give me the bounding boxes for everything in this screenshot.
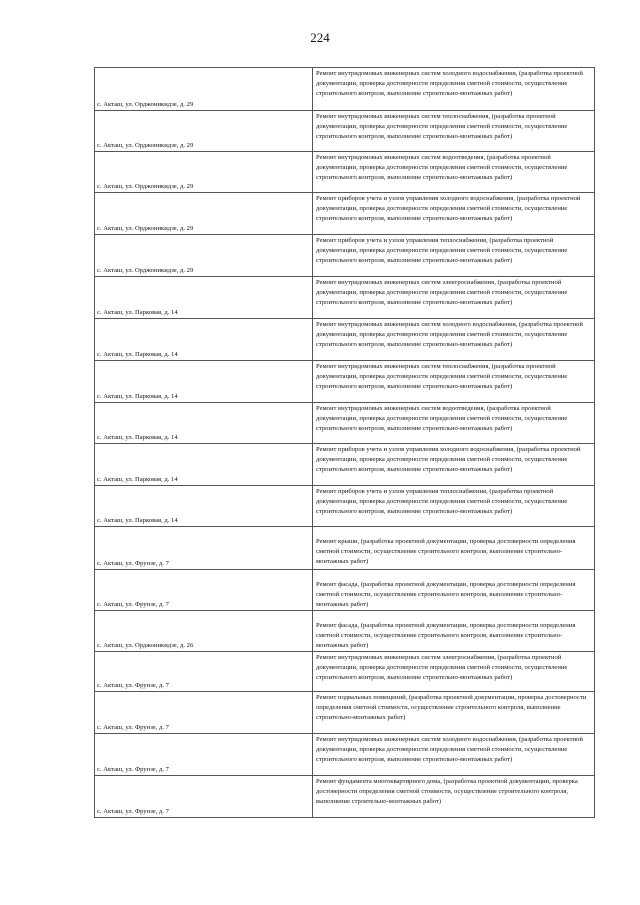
work-description-cell: Ремонт приборов учета и узлов управления теплоснабжения, (разработка проектной документации, проверка достоверности определения сметной стоимости, осуществление строительного контроля, выполнение строительно-монтажных работ) <box>313 486 595 526</box>
table-row <box>95 361 595 403</box>
address-cell: с. Акташ, ул. Фрунзе, д. 7 <box>95 692 313 733</box>
table-row <box>95 193 595 235</box>
address-cell: с. Акташ, ул. Парковая, д. 14 <box>95 444 313 485</box>
address-cell: с. Акташ, ул. Фрунзе, д. 7 <box>95 776 313 817</box>
work-description-cell: Ремонт внутридомовых инженерных систем водоотведения, (разработка проектной документации, проверка достоверности определения сметной стоимости, осуществление строительного контроля, выполнение строительно-монтажных работ) <box>313 152 595 192</box>
work-description-cell: Ремонт внутридомовых инженерных систем холодного водоснабжения, (разработка проектной документации, проверка достоверности определения сметной стоимости, осуществление строительного контроля, выполнение строительно-монтажных работ) <box>313 734 595 775</box>
work-description-cell: Ремонт крыши, (разработка проектной документации, проверка достоверности определения сметной стоимости, осуществление строительного контроля, выполнение строительно-монтажных работ) <box>313 527 595 569</box>
page-number: 224 <box>310 30 330 45</box>
table-row <box>95 403 595 444</box>
work-description-cell: Ремонт фасада, (разработка проектной документации, проверка достоверности определения сметной стоимости, осуществление строительного контроля, выполнение строительно-монтажных работ) <box>313 611 595 651</box>
work-description-cell: Ремонт внутридомовых инженерных систем холодного водоснабжения, (разработка проектной документации, проверка достоверности определения сметной стоимости, осуществление строительного контроля, выполнение строительно-монтажных работ) <box>313 68 595 110</box>
work-description-cell: Ремонт приборов учета и узлов управления холодного водоснабжения, (разработка проектной документации, проверка достоверности определения сметной стоимости, осуществление строительного контроля, выполнение строительно-монтажных работ) <box>313 193 595 234</box>
work-description-cell: Ремонт приборов учета и узлов управления теплоснабжения, (разработка проектной документации, проверка достоверности определения сметной стоимости, осуществление строительного контроля, выполнение строительно-монтажных работ) <box>313 235 595 276</box>
table-row <box>95 692 595 734</box>
address-cell: с. Акташ, ул. Фрунзе, д. 7 <box>95 734 313 775</box>
address-cell: с. Акташ, ул. Орджоникидзе, д. 29 <box>95 68 313 110</box>
address-cell: с. Акташ, ул. Парковая, д. 14 <box>95 319 313 360</box>
work-description-cell: Ремонт приборов учета и узлов управления холодного водоснабжения, (разработка проектной документации, проверка достоверности определения сметной стоимости, осуществление строительного контроля, выполнение строительно-монтажных работ) <box>313 444 595 485</box>
address-cell: с. Акташ, ул. Фрунзе, д. 7 <box>95 570 313 610</box>
work-description-cell: Ремонт внутридомовых инженерных систем теплоснабжения, (разработка проектной документации, проверка достоверности определения сметной стоимости, осуществление строительного контроля, выполнение строительно-монтажных работ) <box>313 111 595 151</box>
table-row <box>95 152 595 193</box>
address-cell: с. Акташ, ул. Парковая, д. 14 <box>95 277 313 318</box>
table-row <box>95 68 595 111</box>
table-row <box>95 570 595 611</box>
table-row <box>95 111 595 152</box>
table-row <box>95 277 595 319</box>
address-cell: с. Акташ, ул. Орджоникидзе, д. 29 <box>95 111 313 151</box>
table-row <box>95 235 595 277</box>
table-row <box>95 734 595 776</box>
work-description-cell: Ремонт внутридомовых инженерных систем холодного водоснабжения, (разработка проектной документации, проверка достоверности определения сметной стоимости, осуществление строительного контроля, выполнение строительно-монтажных работ) <box>313 319 595 360</box>
table-row <box>95 527 595 570</box>
work-description-cell: Ремонт подвальных помещений, (разработка проектной документации, проверка достоверности определения сметной стоимости, осуществление строительного контроля, выполнение строительно-монтажных работ) <box>313 692 595 733</box>
table-row <box>95 611 595 652</box>
work-description-cell: Ремонт внутридомовых инженерных систем электроснабжения, (разработка проектной документации, проверка достоверности определения сметной стоимости, осуществление строительного контроля, выполнение строительно-монтажных работ) <box>313 652 595 691</box>
table-row <box>95 444 595 486</box>
address-cell: с. Акташ, ул. Орджоникидзе, д. 29 <box>95 152 313 192</box>
address-cell: с. Акташ, ул. Фрунзе, д. 7 <box>95 652 313 691</box>
address-cell: с. Акташ, ул. Орджоникидзе, д. 26 <box>95 611 313 651</box>
address-cell: с. Акташ, ул. Парковая, д. 14 <box>95 486 313 526</box>
works-table <box>94 67 595 818</box>
address-cell: с. Акташ, ул. Фрунзе, д. 7 <box>95 527 313 569</box>
work-description-cell: Ремонт фундамента многоквартирного дома, (разработка проектной документации, проверка достоверности определения сметной стоимости, осуществление строительного контроля, выполнение строительно-монтажных работ) <box>313 776 595 817</box>
table-row <box>95 486 595 527</box>
work-description-cell: Ремонт внутридомовых инженерных систем теплоснабжения, (разработка проектной документации, проверка достоверности определения сметной стоимости, осуществление строительного контроля, выполнение строительно-монтажных работ) <box>313 361 595 402</box>
table-row <box>95 319 595 361</box>
work-description-cell: Ремонт фасада, (разработка проектной документации, проверка достоверности определения сметной стоимости, осуществление строительного контроля, выполнение строительно-монтажных работ) <box>313 570 595 610</box>
work-description-cell: Ремонт внутридомовых инженерных систем электроснабжения, (разработка проектной документации, проверка достоверности определения сметной стоимости, осуществление строительного контроля, выполнение строительно-монтажных работ) <box>313 277 595 318</box>
address-cell: с. Акташ, ул. Парковая, д. 14 <box>95 403 313 443</box>
table-row <box>95 652 595 692</box>
work-description-cell: Ремонт внутридомовых инженерных систем водоотведения, (разработка проектной документации, проверка достоверности определения сметной стоимости, осуществление строительного контроля, выполнение строительно-монтажных работ) <box>313 403 595 443</box>
table-row <box>95 776 595 818</box>
address-cell: с. Акташ, ул. Парковая, д. 14 <box>95 361 313 402</box>
address-cell: с. Акташ, ул. Орджоникидзе, д. 29 <box>95 193 313 234</box>
address-cell: с. Акташ, ул. Орджоникидзе, д. 29 <box>95 235 313 276</box>
